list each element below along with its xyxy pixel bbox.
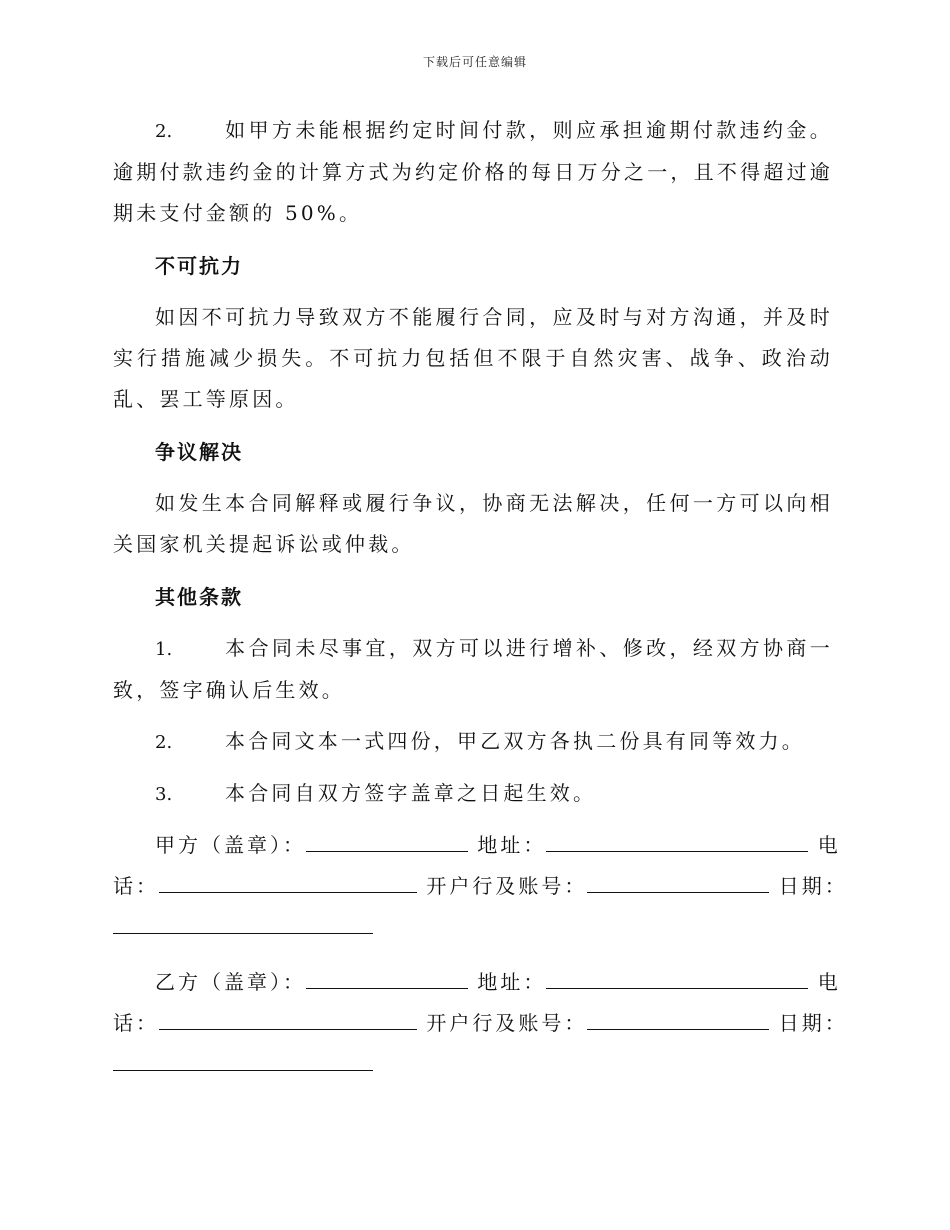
party-a-phone-label-1: 电 [817, 833, 841, 857]
party-b-phone-label-2: 话： [113, 1011, 159, 1035]
party-a-phone-label-2: 话： [113, 874, 159, 898]
party-b-seal-label: 乙方（盖章）： [155, 970, 306, 994]
party-b-phone-field[interactable] [159, 1007, 417, 1030]
party-a-seal-field[interactable] [306, 829, 468, 852]
party-b-bank-field[interactable] [587, 1007, 769, 1030]
other-terms-item-1-text: 本合同未尽事宜，双方可以进行增补、修改，经双方协商一致，签字确认后生效。 [113, 636, 833, 702]
party-a-date-label: 日期： [778, 874, 848, 898]
party-b-phone-label-1: 电 [817, 970, 841, 994]
party-a-bank-label: 开户行及账号： [426, 874, 588, 898]
page-header: 下载后可任意编辑 [422, 55, 527, 69]
party-b-date-field[interactable] [113, 1048, 373, 1071]
party-b-line-3 [113, 1044, 833, 1085]
list-number: 2. [155, 121, 173, 142]
force-majeure-body: 如因不可抗力导致双方不能履行合同，应及时与对方沟通，并及时实行措施减少损失。不可抗力包括但不限于自然灾害、战争、政治动乱、罢工等原因。 [113, 305, 833, 411]
party-a-seal-label: 甲方（盖章）： [155, 833, 306, 857]
party-a-phone-field[interactable] [159, 870, 417, 893]
list-number: 1. [155, 639, 173, 660]
party-b-seal-field[interactable] [306, 966, 468, 989]
list-number: 2. [155, 732, 173, 753]
payment-item-2 [113, 110, 833, 234]
section-title-force-majeure: 不可抗力 [155, 254, 243, 278]
document-body [113, 110, 848, 1085]
dispute-body: 如发生本合同解释或履行争议，协商无法解决，任何一方可以向相关国家机关提起诉讼或仲裁。 [113, 491, 833, 556]
party-a-bank-field[interactable] [587, 870, 769, 893]
other-terms-item-2-text: 本合同文本一式四份，甲乙双方各执二份具有同等效力。 [225, 729, 805, 753]
other-terms-item-1 [113, 628, 833, 711]
party-b-address-label: 地址： [477, 970, 547, 994]
list-number: 3. [155, 784, 173, 805]
party-b-address-field[interactable] [546, 966, 808, 989]
party-a-line-1 [113, 825, 841, 866]
payment-item-2-text: 如甲方未能根据约定时间付款，则应承担逾期付款违约金。逾期付款违约金的计算方式为约定价格的每日万分之一，且不得超过逾期未支付金额的 50%。 [113, 118, 833, 225]
party-b-line-1 [113, 962, 841, 1003]
party-a-signature-block [113, 825, 848, 948]
party-b-bank-label: 开户行及账号： [426, 1011, 588, 1035]
section-title-dispute: 争议解决 [155, 440, 243, 464]
party-a-address-field[interactable] [546, 829, 808, 852]
party-a-address-label: 地址： [477, 833, 547, 857]
section-title-other-terms: 其他条款 [155, 585, 243, 609]
other-terms-item-3-text: 本合同自双方签字盖章之日起生效。 [225, 781, 597, 805]
party-b-date-label: 日期： [778, 1011, 848, 1035]
other-terms-item-3 [113, 773, 833, 815]
party-b-signature-block [113, 962, 848, 1085]
other-terms-item-2 [113, 721, 833, 763]
party-b-line-2 [113, 1003, 848, 1044]
party-a-line-2 [113, 866, 848, 907]
party-a-line-3 [113, 907, 833, 948]
party-a-date-field[interactable] [113, 911, 373, 934]
